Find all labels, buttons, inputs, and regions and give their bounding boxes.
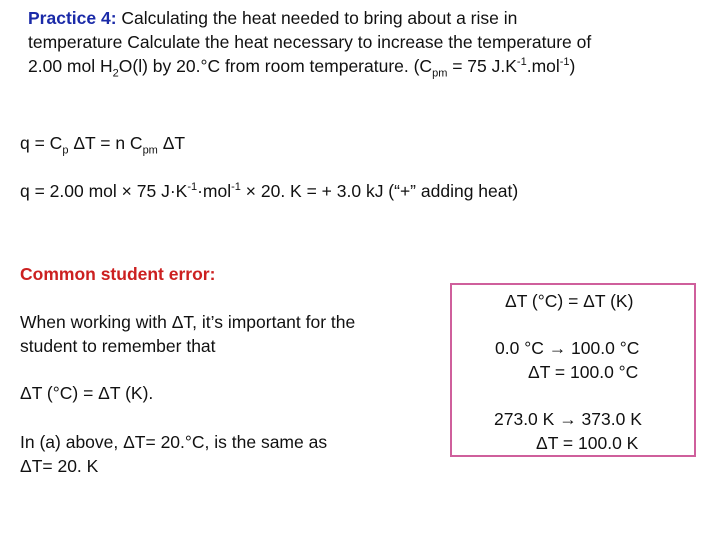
t: pm bbox=[142, 144, 158, 157]
error-text-5: ΔT= 20. K bbox=[20, 456, 99, 476]
error-text-1: When working with ΔT, it’s important for the bbox=[20, 312, 356, 332]
t: ΔT = n C bbox=[68, 133, 143, 153]
practice-label: Practice 4: bbox=[28, 8, 117, 28]
t: ·mol bbox=[197, 181, 232, 201]
t: O(l) by 20.°C from room temperature. (C bbox=[118, 56, 433, 76]
t: ΔT bbox=[157, 133, 186, 153]
box-line-2: 0.0 °C → 100.0 °C bbox=[495, 338, 640, 358]
heat-equation bbox=[20, 131, 185, 155]
problem-line-3 bbox=[28, 54, 575, 78]
t: -1 bbox=[231, 181, 241, 194]
t: q = 2.00 mol × 75 J·K bbox=[20, 181, 188, 201]
t: .mol bbox=[526, 56, 560, 76]
t: 2.00 mol H bbox=[28, 56, 113, 76]
t: = 75 J.K bbox=[447, 56, 517, 76]
box-line-3: ΔT = 100.0 °C bbox=[528, 362, 639, 382]
t: × 20. K = + 3.0 kJ (“+” adding heat) bbox=[240, 181, 519, 201]
error-text-4: In (a) above, ΔT= 20.°C, is the same as bbox=[20, 432, 328, 452]
box-line-5: ΔT = 100.0 K bbox=[536, 433, 639, 453]
box-line-1: ΔT (°C) = ΔT (K) bbox=[505, 291, 634, 311]
t: -1 bbox=[516, 56, 527, 69]
t: p bbox=[62, 144, 69, 157]
problem-line-2: temperature Calculate the heat necessary to increase the temperature of bbox=[28, 32, 592, 52]
delta-t-example-box bbox=[450, 283, 696, 457]
t: -1 bbox=[187, 181, 198, 194]
error-text-2: student to remember that bbox=[20, 336, 216, 356]
problem-line-1 bbox=[28, 6, 517, 30]
t: ) bbox=[569, 56, 576, 76]
t: pm bbox=[432, 67, 448, 80]
heat-calculation bbox=[20, 179, 518, 203]
t: q = C bbox=[20, 133, 63, 153]
error-heading: Common student error: bbox=[20, 264, 216, 284]
error-text-3: ΔT (°C) = ΔT (K). bbox=[20, 383, 154, 403]
box-line-4: 273.0 K → 373.0 K bbox=[494, 409, 642, 429]
t: 2 bbox=[112, 67, 119, 80]
problem-text: Calculating the heat needed to bring about a rise in bbox=[116, 8, 518, 28]
t: -1 bbox=[559, 56, 570, 69]
